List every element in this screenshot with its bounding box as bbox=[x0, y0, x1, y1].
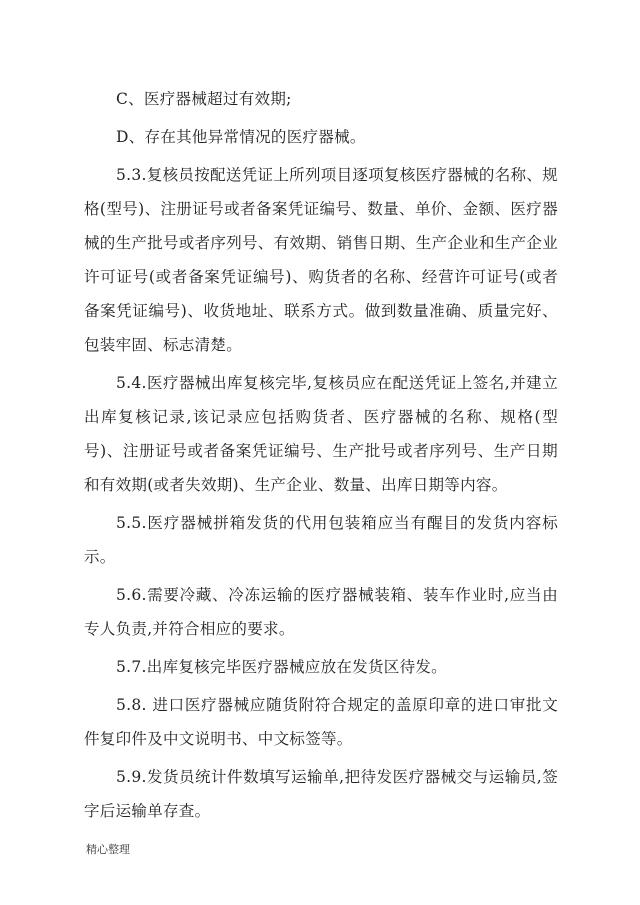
paragraph-5-9: 5.9.发货员统计件数填写运输单,把待发医疗器械交与运输员,签字后运输单存查。 bbox=[84, 768, 558, 820]
paragraph-5-7: 5.7.出库复核完毕医疗器械应放在发货区待发。 bbox=[116, 658, 447, 676]
page-footer: 精心整理 bbox=[86, 843, 130, 856]
paragraph-5-3: 5.3.复核员按配送凭证上所列项目逐项复核医疗器械的名称、规格(型号)、注册证号或者备案凭证编号、数量、单价、金额、医疗器械的生产批号或者序列号、有效期、销售日期、生产企业和生产企业许可证号(或者备案凭证编号)、购货者的名称、经营许可证号(或者备案凭证编号)、收货地址、联系方式。做到数量准确、质量完好、包装牢固、标志清楚。 bbox=[84, 166, 559, 354]
document-body bbox=[84, 82, 558, 828]
paragraph-5-5: 5.5.医疗器械拼箱发货的代用包装箱应当有醒目的发货内容标示。 bbox=[84, 514, 558, 566]
paragraph-item-d: D、存在其他异常情况的医疗器械。 bbox=[116, 128, 366, 146]
paragraph-5-4: 5.4.医疗器械出库复核完毕,复核员应在配送凭证上签名,并建立出库复核记录,该记录应包括购货者、医疗器械的名称、规格(型号)、注册证号或者备案凭证编号、生产批号或者序列号、生产日期和有效期(或者失效期)、生产企业、数量、出库日期等内容。 bbox=[84, 374, 558, 494]
paragraph-item-c: C、医疗器械超过有效期; bbox=[116, 90, 292, 108]
paragraph-5-6: 5.6.需要冷藏、冷冻运输的医疗器械装箱、装车作业时,应当由专人负责,并符合相应的要求。 bbox=[84, 586, 558, 638]
paragraph-5-8: 5.8. 进口医疗器械应随货附符合规定的盖原印章的进口审批文件复印件及中文说明书、中文标签等。 bbox=[84, 696, 558, 748]
